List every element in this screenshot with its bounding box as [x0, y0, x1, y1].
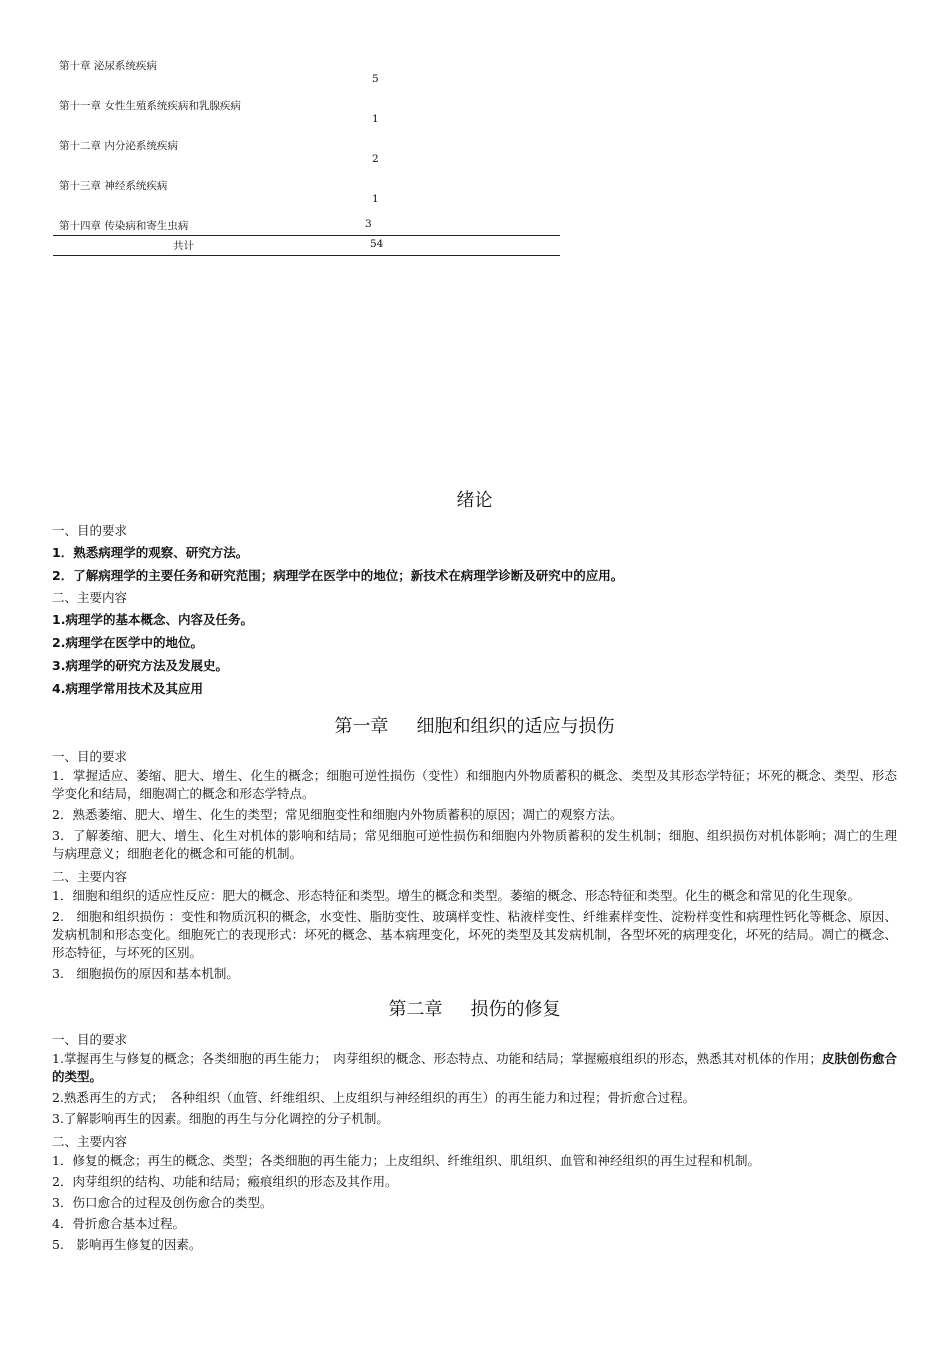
- chapter-hours: 1: [372, 113, 379, 125]
- content-item: 2.病理学在医学中的地位。: [52, 635, 203, 650]
- content-heading: 二、主要内容: [52, 1134, 128, 1149]
- total-label: 共计: [173, 240, 194, 252]
- objective-text: 1.掌握再生与修复的概念；各类细胞的再生能力； 肉芽组织的概念、形态特点、功能和结局；掌握瘢痕组织的形态，熟悉其对机体的作用；: [52, 1051, 822, 1066]
- objective-item: 1．熟悉病理学的观察、研究方法。: [52, 545, 249, 560]
- content-item: 2. 细胞和组织损伤 ：变性和物质沉积的概念，水变性、脂肪变性、玻璃样变性、粘液样变性、纤维素样变性、淀粉样变性和病理性钙化等概念、原因、发病机制和形态变化。细胞死亡的表现形式：坏死的概念、基本病理变化，坏死的类型及其发病机制，各型坏死的病理变化，坏死的结局。凋亡的概念、形态特征，与坏死的区别。: [52, 909, 897, 960]
- table-bottom-rule: [53, 255, 560, 256]
- chapter-name: 损伤的修复: [470, 999, 561, 1020]
- content-item: 5. 影响再生修复的因素。: [52, 1237, 202, 1252]
- chapter-1-section: [52, 714, 897, 983]
- objectives-heading: 一、目的要求: [52, 1032, 128, 1047]
- section-title: 绪论: [456, 490, 493, 511]
- chapter-name: 第十章 泌尿系统疾病: [59, 60, 157, 72]
- chapter-number: 第一章: [334, 716, 389, 737]
- chapter-name: 第十三章 神经系统疾病: [59, 180, 168, 192]
- table-row: [53, 58, 560, 88]
- content-heading: 二、主要内容: [52, 869, 128, 884]
- chapter-2-section: [52, 997, 897, 1254]
- table-row: [53, 98, 560, 128]
- content-item: 3．伤口愈合的过程及创伤愈合的类型。: [52, 1195, 273, 1210]
- table-row: [53, 218, 560, 248]
- total-hours: 54: [370, 238, 384, 250]
- chapter-name: 细胞和组织的适应与损伤: [416, 716, 615, 737]
- objective-item: 2．了解病理学的主要任务和研究范围；病理学在医学中的地位；新技术在病理学诊断及研究中的应用。: [52, 568, 624, 583]
- chapter-hours: 2: [372, 153, 379, 165]
- objective-item: 2.熟悉再生的方式； 各种组织（血管、纤维组织、上皮组织与神经组织的再生）的再生能力和过程；骨折愈合过程。: [52, 1090, 696, 1105]
- content-item: 1．修复的概念；再生的概念、类型；各类细胞的再生能力；上皮组织、纤维组织、肌组织、血管和神经组织的再生过程和机制。: [52, 1153, 760, 1168]
- chapter-hours: 5: [372, 73, 379, 85]
- objective-bold-text: 皮肤创伤愈合的类型。: [52, 1051, 897, 1084]
- content-item: 3.病理学的研究方法及发展史。: [52, 658, 228, 673]
- content-item: 3. 细胞损伤的原因和基本机制。: [52, 966, 239, 981]
- objective-item: 2．熟悉萎缩、肥大、增生、化生的类型；常见细胞变性和细胞内外物质蓄积的原因；凋亡的观察方法。: [52, 807, 623, 822]
- chapter-title: [52, 714, 897, 740]
- objectives-heading: 一、目的要求: [52, 749, 128, 764]
- objectives-heading: 一、目的要求: [52, 523, 128, 538]
- table-divider: [53, 235, 560, 236]
- chapter-number: 第二章: [388, 999, 443, 1020]
- chapter-name: 第十二章 内分泌系统疾病: [59, 140, 178, 152]
- table-row: [53, 178, 560, 208]
- objective-item: 3.了解影响再生的因素。细胞的再生与分化调控的分子机制。: [52, 1111, 389, 1126]
- content-item: 4．骨折愈合基本过程。: [52, 1216, 185, 1231]
- chapter-name: 第十一章 女性生殖系统疾病和乳腺疾病: [59, 100, 241, 112]
- chapter-name: 第十四章 传染病和寄生虫病: [59, 220, 189, 232]
- syllabus-content: [52, 488, 897, 1257]
- content-item: 2．肉芽组织的结构、功能和结局；瘢痕组织的形态及其作用。: [52, 1174, 398, 1189]
- objective-item: 3．了解萎缩、肥大、增生、化生对机体的影响和结局；常见细胞可逆性损伤和细胞内外物质蓄积的发生机制；细胞、组织损伤对机体影响；凋亡的生理与病理意义；细胞老化的概念和可能的机制。: [52, 828, 897, 861]
- objective-item: 1．掌握适应、萎缩、肥大、增生、化生的概念；细胞可逆性损伤（变性）和细胞内外物质蓄积的概念、类型及其形态学特征；坏死的概念、类型、形态学变化和结局，细胞凋亡的概念和形态学特点。: [52, 768, 897, 801]
- table-row: [53, 138, 560, 168]
- objective-item: [52, 1050, 897, 1086]
- content-heading: 二、主要内容: [52, 590, 128, 605]
- chapter-hours: 1: [372, 193, 379, 205]
- chapter-hours: 3: [365, 218, 372, 230]
- intro-section: [52, 488, 897, 700]
- content-item: 1.病理学的基本概念、内容及任务。: [52, 612, 253, 627]
- content-item: 4.病理学常用技术及其应用: [52, 681, 203, 696]
- content-item: 1．细胞和组织的适应性反应：肥大的概念、形态特征和类型。增生的概念和类型。萎缩的概念、形态特征和类型。化生的概念和常见的化生现象。: [52, 888, 860, 903]
- chapter-title: [52, 997, 897, 1023]
